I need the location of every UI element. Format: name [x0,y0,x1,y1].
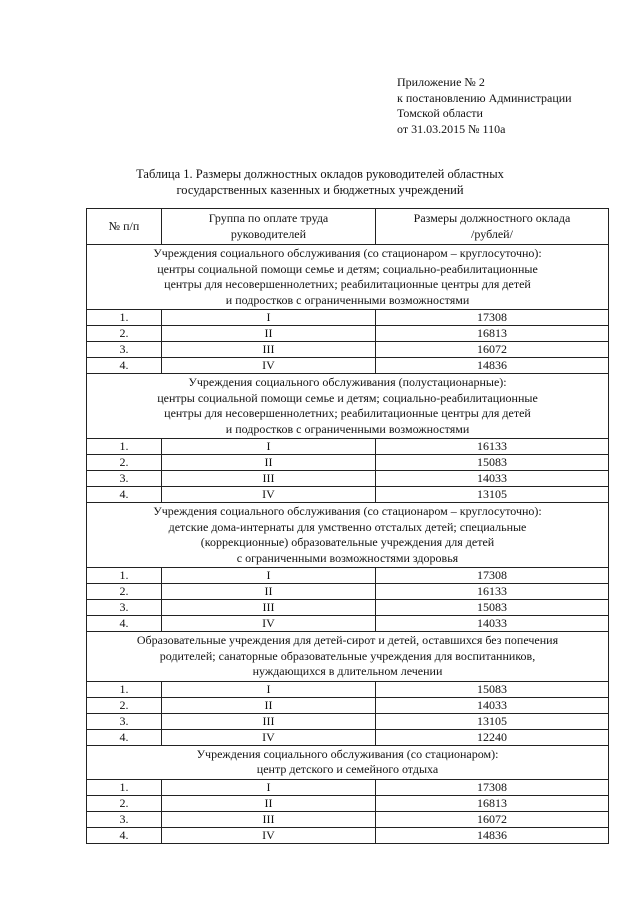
cell-salary: 16072 [376,811,609,827]
cell-num: 1. [87,310,162,326]
cell-salary: 14836 [376,358,609,374]
cell-salary: 12240 [376,729,609,745]
section-header-row [87,632,609,682]
cell-group: III [162,713,376,729]
cell-salary: 17308 [376,568,609,584]
cell-group: IV [162,358,376,374]
table-row [87,487,609,503]
annex-line: Томской области [397,106,483,121]
table-title [70,167,570,198]
cell-salary: 17308 [376,310,609,326]
header-num: № п/п [87,209,162,245]
annex-line: к постановлению Администрации [397,90,572,105]
header-salary: Размеры должностного оклада /рублей/ [376,209,609,245]
cell-group: I [162,779,376,795]
table-row [87,697,609,713]
cell-group: II [162,455,376,471]
annex-line: Приложение № 2 [397,75,485,89]
section-header-row [87,374,609,439]
cell-salary: 15083 [376,455,609,471]
cell-salary: 13105 [376,487,609,503]
cell-num: 1. [87,681,162,697]
header-group: Группа по оплате труда руководителей [162,209,376,245]
cell-salary: 16133 [376,584,609,600]
salary-table [86,208,609,844]
cell-group: IV [162,487,376,503]
table-row [87,342,609,358]
cell-num: 3. [87,471,162,487]
table-row [87,358,609,374]
table-row [87,811,609,827]
section-line: Учреждения социального обслуживания (со стационаром): [196,746,499,761]
section-line: Учреждения социального обслуживания (со стационаром – круглосуточно): [153,246,542,260]
cell-num: 2. [87,584,162,600]
table-row [87,584,609,600]
section-line: с ограниченными возможностями здоровья [236,550,459,565]
cell-group: II [162,584,376,600]
cell-num: 3. [87,600,162,616]
cell-group: I [162,310,376,326]
cell-num: 4. [87,827,162,843]
annex-line: от 31.03.2015 № 110а [397,121,506,136]
cell-salary: 14033 [376,697,609,713]
cell-num: 2. [87,326,162,342]
cell-salary: 16813 [376,326,609,342]
section-line: центры для несовершеннолетних; реабилитационные центры для детей [164,277,531,291]
table-row [87,681,609,697]
table-header-row [87,209,609,245]
table-row [87,439,609,455]
section-description [87,632,609,682]
cell-group: III [162,600,376,616]
cell-num: 3. [87,811,162,827]
cell-group: I [162,681,376,697]
table-row [87,326,609,342]
cell-group: III [162,811,376,827]
section-header-row [87,745,609,779]
cell-group: IV [162,729,376,745]
section-description [87,245,609,310]
table-row [87,729,609,745]
table-row [87,827,609,843]
cell-num: 3. [87,342,162,358]
cell-salary: 14033 [376,471,609,487]
table-row [87,616,609,632]
cell-group: II [162,697,376,713]
cell-num: 1. [87,779,162,795]
table-row [87,779,609,795]
cell-group: I [162,568,376,584]
section-header-row [87,503,609,568]
cell-group: II [162,326,376,342]
section-line: родителей; санаторные образовательные учреждения для воспитанников, [159,648,536,663]
section-line: и подростков с ограниченными возможностями [225,292,470,307]
section-line: Образовательные учреждения для детей-сирот и детей, оставшихся без попечения [136,633,559,647]
cell-num: 3. [87,713,162,729]
cell-group: I [162,439,376,455]
section-line: (коррекционные) образовательные учреждения для детей [200,535,495,549]
section-description [87,745,609,779]
cell-num: 4. [87,487,162,503]
table-row [87,713,609,729]
table-row [87,455,609,471]
annex-block [397,75,572,137]
title-line: государственных казенных и бюджетных учреждений [176,182,464,197]
section-line: Учреждения социального обслуживания (со стационаром – круглосуточно): [153,504,542,518]
section-line: детские дома-интернаты для умственно отсталых детей; специальные [168,519,527,534]
section-line: центры для несовершеннолетних; реабилитационные центры для детей [164,406,531,420]
table-row [87,568,609,584]
cell-num: 2. [87,455,162,471]
cell-num: 1. [87,568,162,584]
cell-salary: 14033 [376,616,609,632]
cell-salary: 17308 [376,779,609,795]
cell-num: 4. [87,729,162,745]
cell-num: 1. [87,439,162,455]
section-line: центры социальной помощи семье и детям; социально-реабилитационные [157,390,538,405]
table-row [87,600,609,616]
cell-group: III [162,471,376,487]
section-header-row [87,245,609,310]
cell-salary: 16072 [376,342,609,358]
section-line: Учреждения социального обслуживания (полустационарные): [188,375,507,389]
cell-group: III [162,342,376,358]
section-description [87,503,609,568]
table-row [87,795,609,811]
table-row [87,471,609,487]
cell-group: IV [162,616,376,632]
cell-num: 2. [87,697,162,713]
section-line: и подростков с ограниченными возможностями [225,421,470,436]
table-row [87,310,609,326]
cell-salary: 16813 [376,795,609,811]
cell-salary: 16133 [376,439,609,455]
cell-salary: 14836 [376,827,609,843]
title-line: Таблица 1. Размеры должностных окладов руководителей областных [136,167,504,181]
section-description [87,374,609,439]
section-line: центр детского и семейного отдыха [256,762,439,776]
section-line: центры социальной помощи семье и детям; социально-реабилитационные [157,261,538,276]
cell-num: 4. [87,358,162,374]
section-line: нуждающихся в длительном лечении [252,664,443,678]
cell-group: II [162,795,376,811]
cell-salary: 15083 [376,681,609,697]
cell-num: 4. [87,616,162,632]
cell-salary: 15083 [376,600,609,616]
cell-group: IV [162,827,376,843]
cell-num: 2. [87,795,162,811]
cell-salary: 13105 [376,713,609,729]
